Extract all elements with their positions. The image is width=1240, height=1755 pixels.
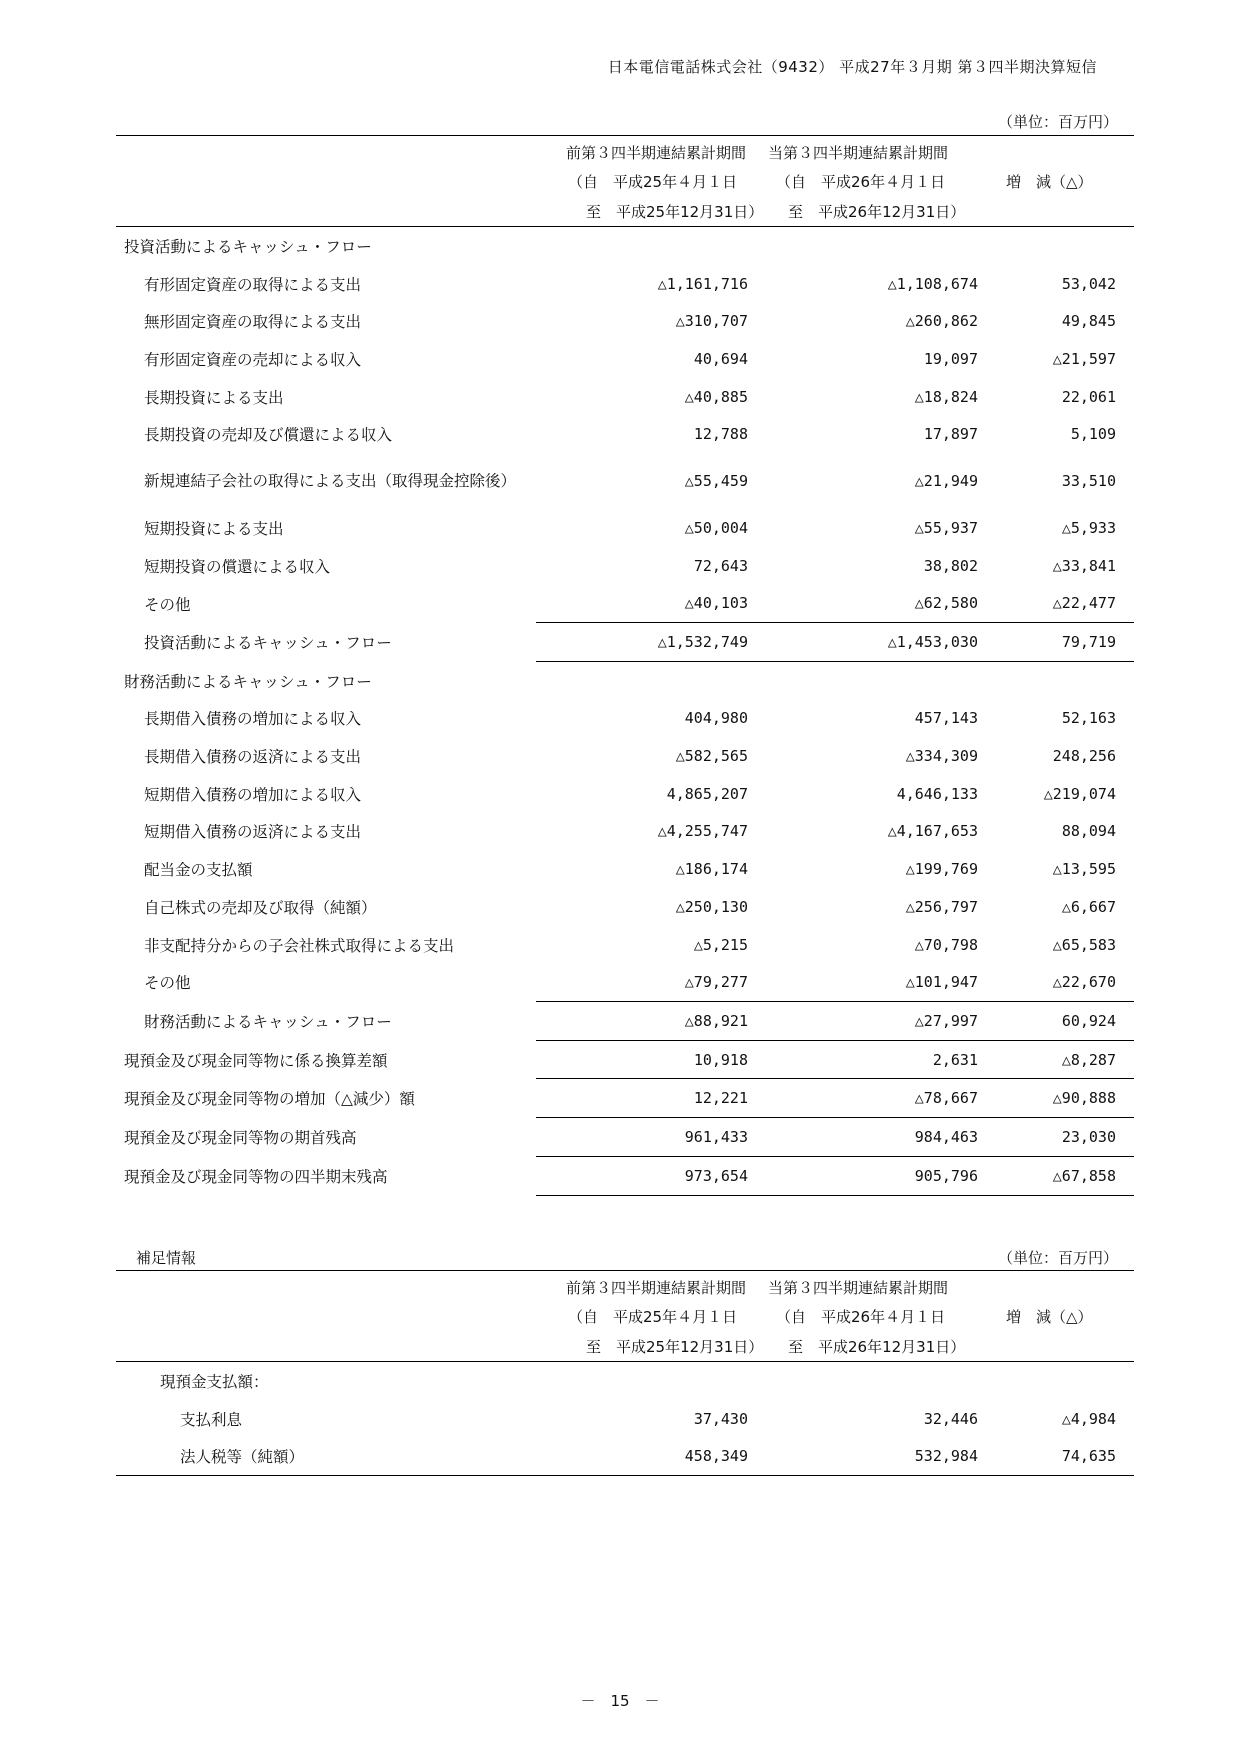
row-diff-value: 53,042: [1061, 274, 1116, 293]
summary-label: 現預金及び現金同等物に係る換算差額: [124, 1051, 388, 1070]
investing-header: 投資活動によるキャッシュ・フロー: [124, 237, 372, 256]
row-diff-value: 248,256: [1052, 747, 1116, 766]
financing-header: 財務活動によるキャッシュ・フロー: [124, 672, 372, 691]
row-diff-value: △22,477: [1052, 594, 1116, 613]
table-row: [116, 1437, 1134, 1475]
row-curr-value: 457,143: [914, 709, 978, 728]
header-blank: [116, 136, 536, 168]
table-row: [116, 775, 1134, 813]
supplement-header-diff: 増 減（△）: [1006, 1308, 1093, 1326]
investing-total-curr: △1,453,030: [766, 623, 996, 662]
supplement-header-curr-to: 至 平成26年12月31日）: [766, 1331, 996, 1362]
row-diff-value: △22,670: [1052, 973, 1116, 992]
row-curr-value: △21,949: [914, 472, 978, 491]
row-diff-value: △219,074: [1043, 784, 1116, 803]
company-header: 日本電信電話株式会社（9432） 平成27年３月期 第３四半期決算短信: [607, 58, 1097, 76]
summary-row: [116, 1040, 1134, 1079]
summary-curr: △78,667: [766, 1079, 996, 1118]
row-diff-value: 49,845: [1061, 312, 1116, 331]
row-prev-value: △40,103: [684, 594, 748, 613]
summary-diff: △8,287: [996, 1040, 1134, 1079]
financing-total-label: 財務活動によるキャッシュ・フロー: [144, 1012, 392, 1031]
summary-prev: 961,433: [536, 1118, 766, 1157]
row-curr-value: 532,984: [766, 1437, 996, 1475]
row-prev-value: △5,215: [693, 935, 748, 954]
summary-label: 現預金及び現金同等物の増加（△減少）額: [124, 1090, 415, 1109]
supplement-title: 補足情報: [136, 1249, 197, 1267]
row-prev-value: 72,643: [693, 556, 748, 575]
supplement-header-curr-title: 当第３四半期連結累計期間: [768, 1279, 949, 1297]
header-curr-title: 当第３四半期連結累計期間: [768, 144, 949, 162]
row-diff-value: △6,667: [1061, 897, 1116, 916]
row-curr-value: 17,897: [923, 425, 978, 444]
row-label: その他: [144, 595, 191, 614]
summary-row: [116, 1079, 1134, 1118]
table-row: [116, 509, 1134, 547]
row-label: 短期借入債務の返済による支出: [144, 823, 362, 842]
row-label: 長期投資の売却及び償還による収入: [144, 426, 393, 445]
row-prev-value: △186,174: [675, 860, 748, 879]
row-label: 長期借入債務の増加による収入: [144, 710, 362, 729]
row-label: 有形固定資産の取得による支出: [144, 275, 362, 294]
row-curr-value: △70,798: [914, 935, 978, 954]
row-diff-value: △13,595: [1052, 860, 1116, 879]
row-prev-value: 12,788: [693, 425, 748, 444]
financing-total-prev: △88,921: [536, 1002, 766, 1041]
row-prev-value: 40,694: [693, 349, 748, 368]
supplement-header-curr-from: （自 平成26年４月１日: [776, 1308, 946, 1326]
row-curr-value: △62,580: [914, 594, 978, 613]
row-label: 新規連結子会社の取得による支出（取得現金控除後）: [144, 472, 517, 491]
row-prev-value: △79,277: [684, 973, 748, 992]
summary-prev: 10,918: [536, 1040, 766, 1079]
row-label: 法人税等（純額）: [116, 1437, 536, 1475]
row-label: 短期投資による支出: [144, 519, 284, 538]
subtotal-row: [116, 623, 1134, 662]
row-curr-value: △18,824: [914, 387, 978, 406]
row-prev-value: △310,707: [675, 312, 748, 331]
cashflow-table: [116, 135, 1134, 1196]
investing-total-prev: △1,532,749: [536, 623, 766, 662]
row-prev-value: 458,349: [536, 1437, 766, 1475]
row-diff-value: △5,933: [1061, 518, 1116, 537]
investing-total-label: 投資活動によるキャッシュ・フロー: [144, 634, 392, 653]
row-curr-value: △256,797: [905, 897, 978, 916]
summary-curr: 984,463: [766, 1118, 996, 1157]
summary-diff: △67,858: [996, 1156, 1134, 1195]
section-header-row: [116, 661, 1134, 699]
table-row: [116, 453, 1134, 509]
supplement-unit-label: （単位：百万円）: [997, 1249, 1118, 1267]
table-row: [116, 547, 1134, 585]
summary-label: 現預金及び現金同等物の期首残高: [124, 1128, 357, 1147]
table-row: [116, 415, 1134, 453]
row-diff-value: △4,984: [1061, 1409, 1116, 1428]
row-prev-value: △40,885: [684, 387, 748, 406]
row-curr-value: △199,769: [905, 860, 978, 879]
row-label: 短期借入債務の増加による収入: [144, 785, 362, 804]
summary-diff: 23,030: [996, 1118, 1134, 1157]
header-prev-title: 前第３四半期連結累計期間: [566, 144, 747, 162]
row-diff-value: 5,109: [1070, 425, 1116, 444]
supplement-header-prev-to: 至 平成25年12月31日）: [536, 1331, 766, 1362]
section-header-row: [116, 1362, 1134, 1400]
table-row: [116, 700, 1134, 738]
summary-row: [116, 1156, 1134, 1195]
row-prev-value: △50,004: [684, 518, 748, 537]
header-prev-to: 至 平成25年12月31日）: [536, 196, 766, 227]
row-diff-value: 33,510: [1061, 472, 1116, 491]
page-number: － 15 －: [580, 1692, 660, 1710]
row-label: 有形固定資産の売却による収入: [144, 350, 362, 369]
row-curr-value: 32,446: [923, 1409, 978, 1428]
unit-label: （単位：百万円）: [997, 113, 1118, 131]
cash-payments-header: 現預金支払額：: [160, 1372, 269, 1391]
table-row: [116, 1400, 1134, 1438]
row-prev-value: 37,430: [693, 1409, 748, 1428]
subtotal-row: [116, 1002, 1134, 1041]
row-curr-value: △4,167,653: [887, 822, 978, 841]
row-curr-value: △101,947: [905, 973, 978, 992]
table-row: [116, 340, 1134, 378]
row-prev-value: △250,130: [675, 897, 748, 916]
table-row: [116, 888, 1134, 926]
financing-total-curr: △27,997: [766, 1002, 996, 1041]
row-prev-value: △4,255,747: [657, 822, 748, 841]
summary-prev: 12,221: [536, 1079, 766, 1118]
row-curr-value: 38,802: [923, 556, 978, 575]
supplement-header-prev-title: 前第３四半期連結累計期間: [566, 1279, 747, 1297]
supplement-table: [116, 1270, 1134, 1476]
summary-label: 現預金及び現金同等物の四半期末残高: [124, 1167, 388, 1186]
header-curr-from: （自 平成26年４月１日: [776, 173, 946, 191]
summary-curr: 905,796: [766, 1156, 996, 1195]
row-label: その他: [144, 974, 191, 993]
investing-total-diff: 79,719: [996, 623, 1134, 662]
table-row: [116, 737, 1134, 775]
row-diff-value: 22,061: [1061, 387, 1116, 406]
row-diff-value: 74,635: [996, 1437, 1134, 1475]
row-diff-value: △21,597: [1052, 349, 1116, 368]
table-row: [116, 265, 1134, 303]
header-prev-from: （自 平成25年４月１日: [568, 173, 738, 191]
row-curr-value: 19,097: [923, 349, 978, 368]
row-label: 短期投資の償還による収入: [144, 557, 331, 576]
header-diff: 増 減（△）: [1006, 173, 1093, 191]
row-prev-value: △582,565: [675, 747, 748, 766]
row-prev-value: △1,161,716: [657, 274, 748, 293]
table-row: [116, 850, 1134, 888]
summary-diff: △90,888: [996, 1079, 1134, 1118]
row-prev-value: 4,865,207: [666, 784, 748, 803]
row-label: 支払利息: [180, 1410, 243, 1429]
row-diff-value: △65,583: [1052, 935, 1116, 954]
table-row: [116, 813, 1134, 851]
row-curr-value: 4,646,133: [896, 784, 978, 803]
row-diff-value: △33,841: [1052, 556, 1116, 575]
table-row: [116, 963, 1134, 1001]
row-label: 非支配持分からの子会社株式取得による支出: [144, 936, 455, 955]
header-curr-to: 至 平成26年12月31日）: [766, 196, 996, 227]
row-label: 長期借入債務の返済による支出: [144, 748, 362, 767]
summary-curr: 2,631: [766, 1040, 996, 1079]
summary-row: [116, 1118, 1134, 1157]
summary-prev: 973,654: [536, 1156, 766, 1195]
row-prev-value: △55,459: [684, 472, 748, 491]
supplement-header-prev-from: （自 平成25年４月１日: [568, 1308, 738, 1326]
row-diff-value: 88,094: [1061, 822, 1116, 841]
row-label: 長期投資による支出: [144, 388, 284, 407]
row-diff-value: 52,163: [1061, 709, 1116, 728]
section-header-row: [116, 227, 1134, 265]
row-curr-value: △334,309: [905, 747, 978, 766]
financing-total-diff: 60,924: [996, 1002, 1134, 1041]
table-row: [116, 585, 1134, 623]
row-label: 配当金の支払額: [144, 861, 253, 880]
row-label: 自己株式の売却及び取得（純額）: [144, 898, 377, 917]
row-curr-value: △1,108,674: [887, 274, 978, 293]
row-prev-value: 404,980: [684, 709, 748, 728]
table-row: [116, 926, 1134, 964]
table-row: [116, 302, 1134, 340]
row-label: 無形固定資産の取得による支出: [144, 313, 362, 332]
row-curr-value: △55,937: [914, 518, 978, 537]
row-curr-value: △260,862: [905, 312, 978, 331]
table-row: [116, 378, 1134, 416]
